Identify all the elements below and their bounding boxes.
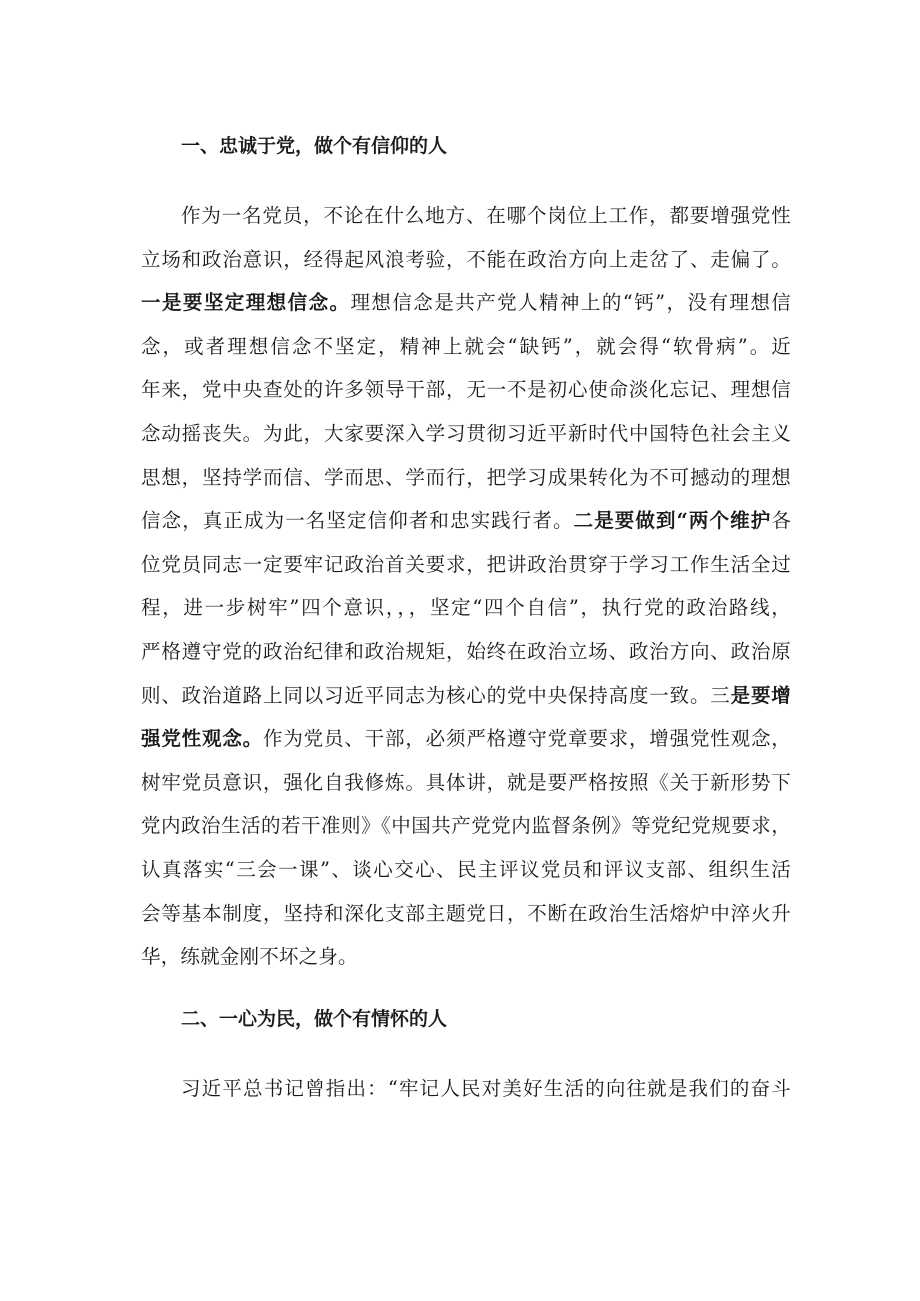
paragraph-line bbox=[141, 935, 791, 979]
paragraph-line bbox=[141, 325, 791, 369]
text-segment: 严格遵守党的政治纪律和政治规矩，始终在政治立场、政治方向、政治原 bbox=[141, 639, 791, 663]
bold-text-segment: 一是要坚定理想信念。 bbox=[141, 291, 351, 315]
text-segment: 各 bbox=[771, 509, 792, 533]
text-segment: 华，练就金刚不坏之身。 bbox=[141, 945, 358, 969]
section-2-heading: 二、一心为民，做个有情怀的人 bbox=[181, 1007, 448, 1030]
text-segment: 作为一名党员，不论在什么地方、在哪个岗位上工作，都要增强党性 bbox=[181, 204, 791, 227]
paragraph-line bbox=[141, 456, 791, 500]
text-segment: 党内政治生活的若干准则》《中国共产党党内监督条例》等党纪党规要求， bbox=[141, 814, 791, 838]
section-2-body bbox=[141, 1067, 791, 1111]
paragraph-line bbox=[141, 586, 791, 630]
paragraph-line bbox=[141, 804, 791, 848]
paragraph-line bbox=[141, 630, 791, 674]
paragraph-line bbox=[141, 281, 791, 325]
bold-text-segment: 二是要做到“两个维护 bbox=[573, 509, 772, 533]
section-1-body bbox=[141, 194, 791, 979]
section-1-heading: 一、忠诚于党，做个有信仰的人 bbox=[181, 135, 448, 157]
text-segment: 年来，党中央查处的许多领导干部，无一不是初心使命淡化忘记、理想信 bbox=[141, 378, 791, 402]
paragraph-line bbox=[141, 717, 791, 761]
text-segment: 理想信念是共产党人精神上的“钙”，没有理想信 bbox=[350, 291, 791, 315]
document-content bbox=[141, 124, 791, 1110]
paragraph-line bbox=[141, 543, 791, 587]
paragraph-line bbox=[141, 892, 791, 936]
paragraph-line bbox=[141, 761, 791, 805]
paragraph-line bbox=[141, 412, 791, 456]
text-segment: 认真落实“三会一课”、谈心交心、民主评议党员和评议支部、组织生活 bbox=[141, 857, 791, 881]
text-segment: 树牢党员意识，强化自我修炼。具体讲，就是要严格按照《关于新形势下 bbox=[141, 770, 791, 794]
paragraph-line bbox=[141, 848, 791, 892]
text-segment: 立场和政治意识，经得起风浪考验，不能在政治方向上走岔了、走偏了。 bbox=[141, 247, 791, 271]
text-segment: 程，进一步树牢”四个意识，，，坚定“四个自信”，执行党的政治路线， bbox=[141, 596, 791, 620]
text-segment: 会等基本制度，坚持和深化支部主题党日，不断在政治生活熔炉中淬火升 bbox=[141, 901, 791, 925]
paragraph-line bbox=[141, 238, 791, 282]
paragraph-line bbox=[141, 1067, 791, 1111]
text-segment: 念，或者理想信念不坚定，精神上就会“缺钙”，就会得“软骨病”。近 bbox=[141, 334, 791, 358]
text-segment: 念动摇丧失。为此，大家要深入学习贯彻习近平新时代中国特色社会主义 bbox=[141, 421, 791, 445]
paragraph-line bbox=[141, 499, 791, 543]
text-segment: 位党员同志一定要牢记政治首关要求，把讲政治贯穿于学习工作生活全过 bbox=[141, 552, 791, 576]
bold-text-segment: 是要增 bbox=[730, 683, 791, 707]
text-segment: 习近平总书记曾指出：“牢记人民对美好生活的向往就是我们的奋斗 bbox=[181, 1076, 791, 1100]
bold-text-segment: 强党性观念。 bbox=[141, 727, 263, 751]
text-segment: 思想，坚持学而信、学而思、学而行，把学习成果转化为不可撼动的理想 bbox=[141, 465, 791, 489]
paragraph-line bbox=[141, 674, 791, 718]
paragraph-line bbox=[141, 194, 791, 238]
paragraph-line bbox=[141, 368, 791, 412]
text-segment: 作为党员、干部，必须严格遵守党章要求，增强党性观念， bbox=[263, 727, 792, 751]
text-segment: 信念，真正成为一名坚定信仰者和忠实践行者。 bbox=[141, 509, 574, 533]
text-segment: 则、政治道路上同以习近平同志为核心的党中央保持高度一致。三 bbox=[141, 683, 731, 707]
